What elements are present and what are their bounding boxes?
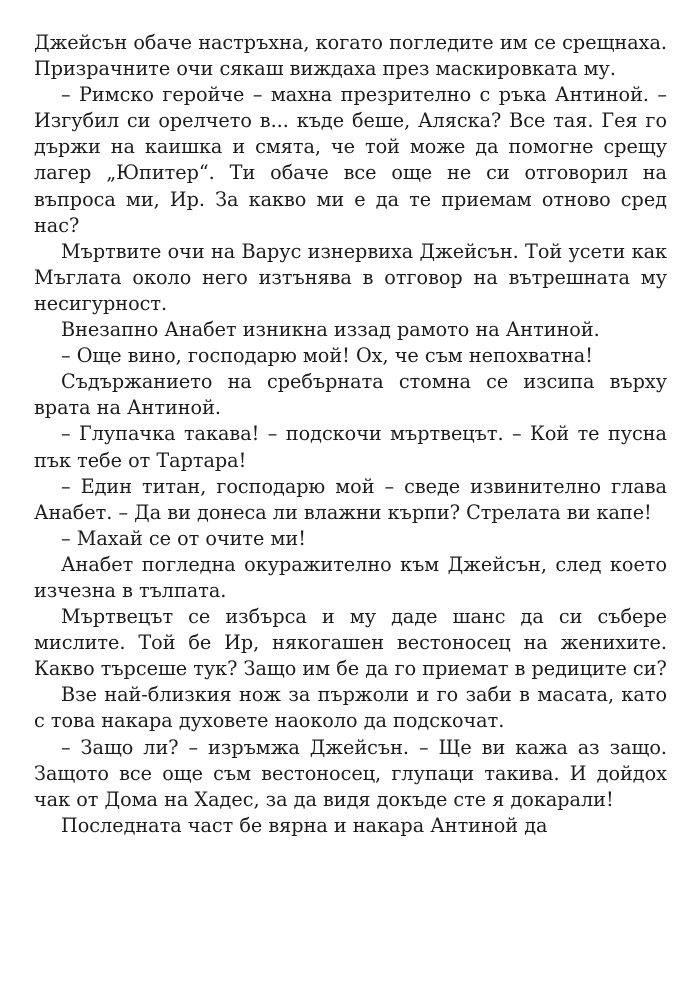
paragraph-1: Джейсън обаче настръхна, когато погледите им се срещнаха. Призрачните очи сякаш виждаха през маскировката му. (34, 31, 667, 81)
paragraph-5: – Още вино, господарю мой! Ох, че съм непохватна! (61, 344, 593, 368)
paragraph-7: – Глупачка такава! – подскочи мъртвецът. – Кой те пусна пък тебе от Тартара! (34, 422, 667, 472)
paragraph-13: – Защо ли? – изръмжа Джейсън. – Ще ви кажа аз защо. Защото все още съм вестоносец, глупаци такива. И дойдох чак от Дома на Хадес, за да видя докъде сте я докарали! (34, 735, 667, 811)
paragraph-2: – Римско геройче – махна презрително с ръка Антиной. – Изгубил си орелчето в... къде беше, Аляска? Все тая. Гея го държи на каишка и смята, че той може да помогне срещу лагер „Юпитер“. Ти обаче все още не си отговорил на въпроса ми, Ир. За какво ми е да те приемам отново сред нас? (34, 83, 667, 237)
paragraph-9: – Махай се от очите ми! (61, 526, 306, 550)
book-page (34, 30, 667, 839)
paragraph-10: Анабет погледна окуражително към Джейсън, след което изчезна в тълпата. (34, 552, 667, 602)
paragraph-6: Съдържанието на сребърната стомна се изсипа върху врата на Антиной. (34, 370, 667, 420)
paragraph-3: Мъртвите очи на Варус изнервиха Джейсън. Той усети как Мъглата около него изтънява в отговор на вътрешната му несигурност. (34, 239, 667, 315)
paragraph-14: Последната част бе вярна и накара Антиной да (61, 813, 548, 837)
paragraph-12: Взе най-близкия нож за пържоли и го заби в масата, като с това накара духовете наоколо да подскочат. (34, 683, 667, 733)
paragraph-4: Внезапно Анабет изникна иззад рамото на Антиной. (61, 318, 600, 342)
paragraph-8: – Един титан, господарю мой – сведе извинително глава Анабет. – Да ви донеса ли влажни кърпи? Стрелата ви капе! (34, 474, 667, 524)
paragraph-11: Мъртвецът се избърса и му даде шанс да си събере мислите. Той бе Ир, някогашен вестоносец на женихите. Какво търсеше тук? Защо им бе да го приемат в редиците си? (34, 605, 667, 681)
